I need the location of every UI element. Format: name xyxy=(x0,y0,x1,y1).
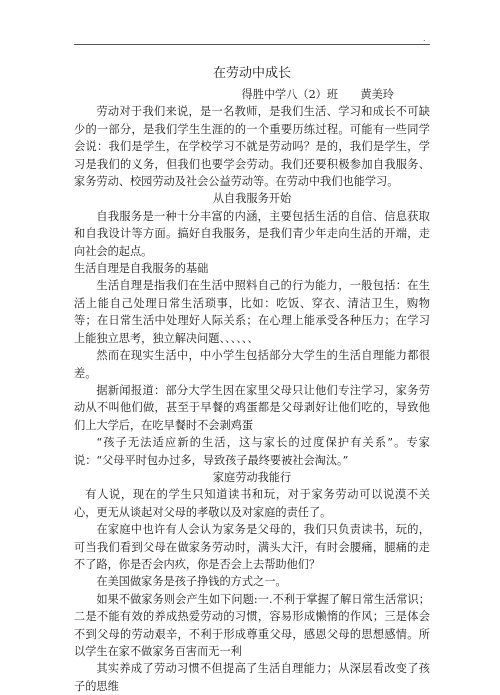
section-heading: 家庭劳动我能行 xyxy=(212,470,292,484)
document-body xyxy=(74,64,430,695)
paragraph: 生活自理是指我们在生活中照料自己的行为能力，一般包括：在生活上能自己处理日常生活琐事，比如：吃饭、穿衣、清洁卫生，购物等；在日常生活中处理好人际关系；在心理上能承受各种压力；在学习上能独立思考，独立解决问题、、、、、、 xyxy=(74,279,430,345)
author-line: 得胜中学八（2）班 黄美玲 xyxy=(241,88,394,101)
paragraph: 其实养成了劳动习惯不但提高了生活自理能力；从深层看改变了孩子的思维 xyxy=(74,662,430,693)
paragraph: 如果不做家务则会产生如下问题:一.不利于掌握了解日常生活常识；二是不能有效的养成热爱劳动的习惯，容易形成懒惰的作风；三是体会不到父母的劳动艰辛，不利于形成尊重父母，感恩父母的思想感情。所以学生在家不做家务百害而无一利 xyxy=(74,592,430,658)
paragraph: 自我服务是一种十分丰富的内涵，主要包括生活的自信、信息获取和自我设计等方面。搞好自我服务，是我们青少年走向生活的开端，走向社会的起点。 xyxy=(74,209,430,258)
paragraph: 在家庭中也许有人会认为家务是父母的，我们只负责读书，玩的，可当我们看到父母在做家务劳动时，满头大汗，有时会腰痛，腿痛的走不了路，你是否会内疚，你是否会上去帮助他们？ xyxy=(74,523,430,571)
header-mark: . xyxy=(423,34,426,43)
paragraph: 劳动对于我们来说，是一名教师，是我们生活、学习和成长不可缺少的一部分，是我们学生生涯的的一个重要历练过程。可能有一些同学会说：我们是学生，在学校学习不就是劳动吗？是的，我们是学生，学习是我们的义务，但我们也要学会劳动。我们还要积极参加自我服务、家务劳动、校园劳动及社会公益劳动等。在劳动中我们也能学习。 xyxy=(74,105,430,189)
paragraph: “孩子无法适应新的生活，这与家长的过度保护有关系”。专家说：“父母平时包办过多，导致孩子最终要被社会淘汰。” xyxy=(74,436,430,467)
page-title: 在劳动中成长 xyxy=(212,66,291,81)
section-heading: 从自我服务开始 xyxy=(212,192,292,206)
section-heading: 生活自理是自我服务的基础 xyxy=(74,262,209,276)
paragraph: 有人说，现在的学生只知道读书和玩，对于家务劳动可以说漠不关心，更无从谈起对父母的孝敬以及对家庭的责任了。 xyxy=(74,488,430,519)
paragraph: 据新闻报道：部分大学生因在家里父母只让他们专注学习，家务劳动从不叫他们做，甚至于早餐的鸡蛋都是父母剥好让他们吃的，导致他们上大学后，在吃早餐时不会剥鸡蛋 xyxy=(74,383,430,432)
paragraph: 在美国做家务是孩子挣钱的方式之一。 xyxy=(96,575,287,589)
paragraph: 然而在现实生活中，中小学生包括部分大学生的生活自理能力都很差。 xyxy=(74,349,430,380)
header-rule xyxy=(74,44,430,45)
